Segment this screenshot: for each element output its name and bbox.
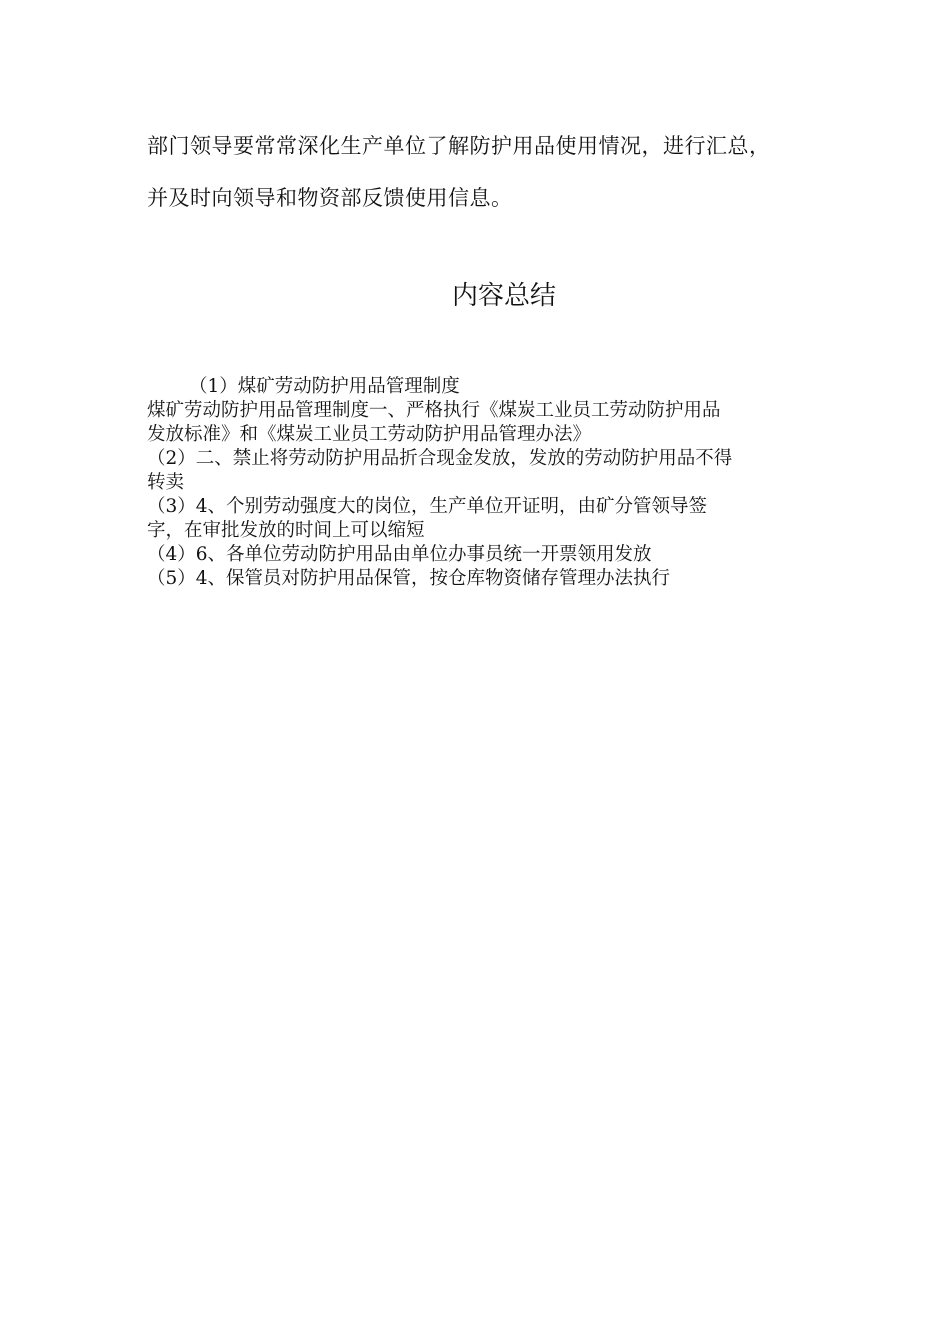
summary-line: （2）二、禁止将劳动防护用品折合现金发放，发放的劳动防护用品不得 [147,448,733,469]
summary-body [147,375,807,591]
intro-line-2: 并及时向领导和物资部反馈使用信息。 [147,186,513,210]
summary-line: （4）6、各单位劳动防护用品由单位办事员统一开票领用发放 [147,544,652,565]
intro-paragraph [147,120,827,224]
summary-line: （1）煤矿劳动防护用品管理制度 [189,376,460,397]
summary-line: （3）4、个别劳动强度大的岗位，生产单位开证明，由矿分管领导签 [147,496,708,517]
summary-line: 发放标准》和《煤炭工业员工劳动防护用品管理办法》 [147,424,592,445]
intro-line-1: 部门领导要常常深化生产单位了解防护用品使用情况，进行汇总， [147,134,771,158]
summary-line: 煤矿劳动防护用品管理制度一、严格执行《煤炭工业员工劳动防护用品 [147,400,721,421]
summary-line: 转卖 [147,472,185,493]
summary-line: （5）4、保管员对防护用品保管，按仓库物资储存管理办法执行 [147,568,671,589]
summary-title: 内容总结 [451,281,556,311]
summary-line: 字，在审批发放的时间上可以缩短 [147,520,425,541]
